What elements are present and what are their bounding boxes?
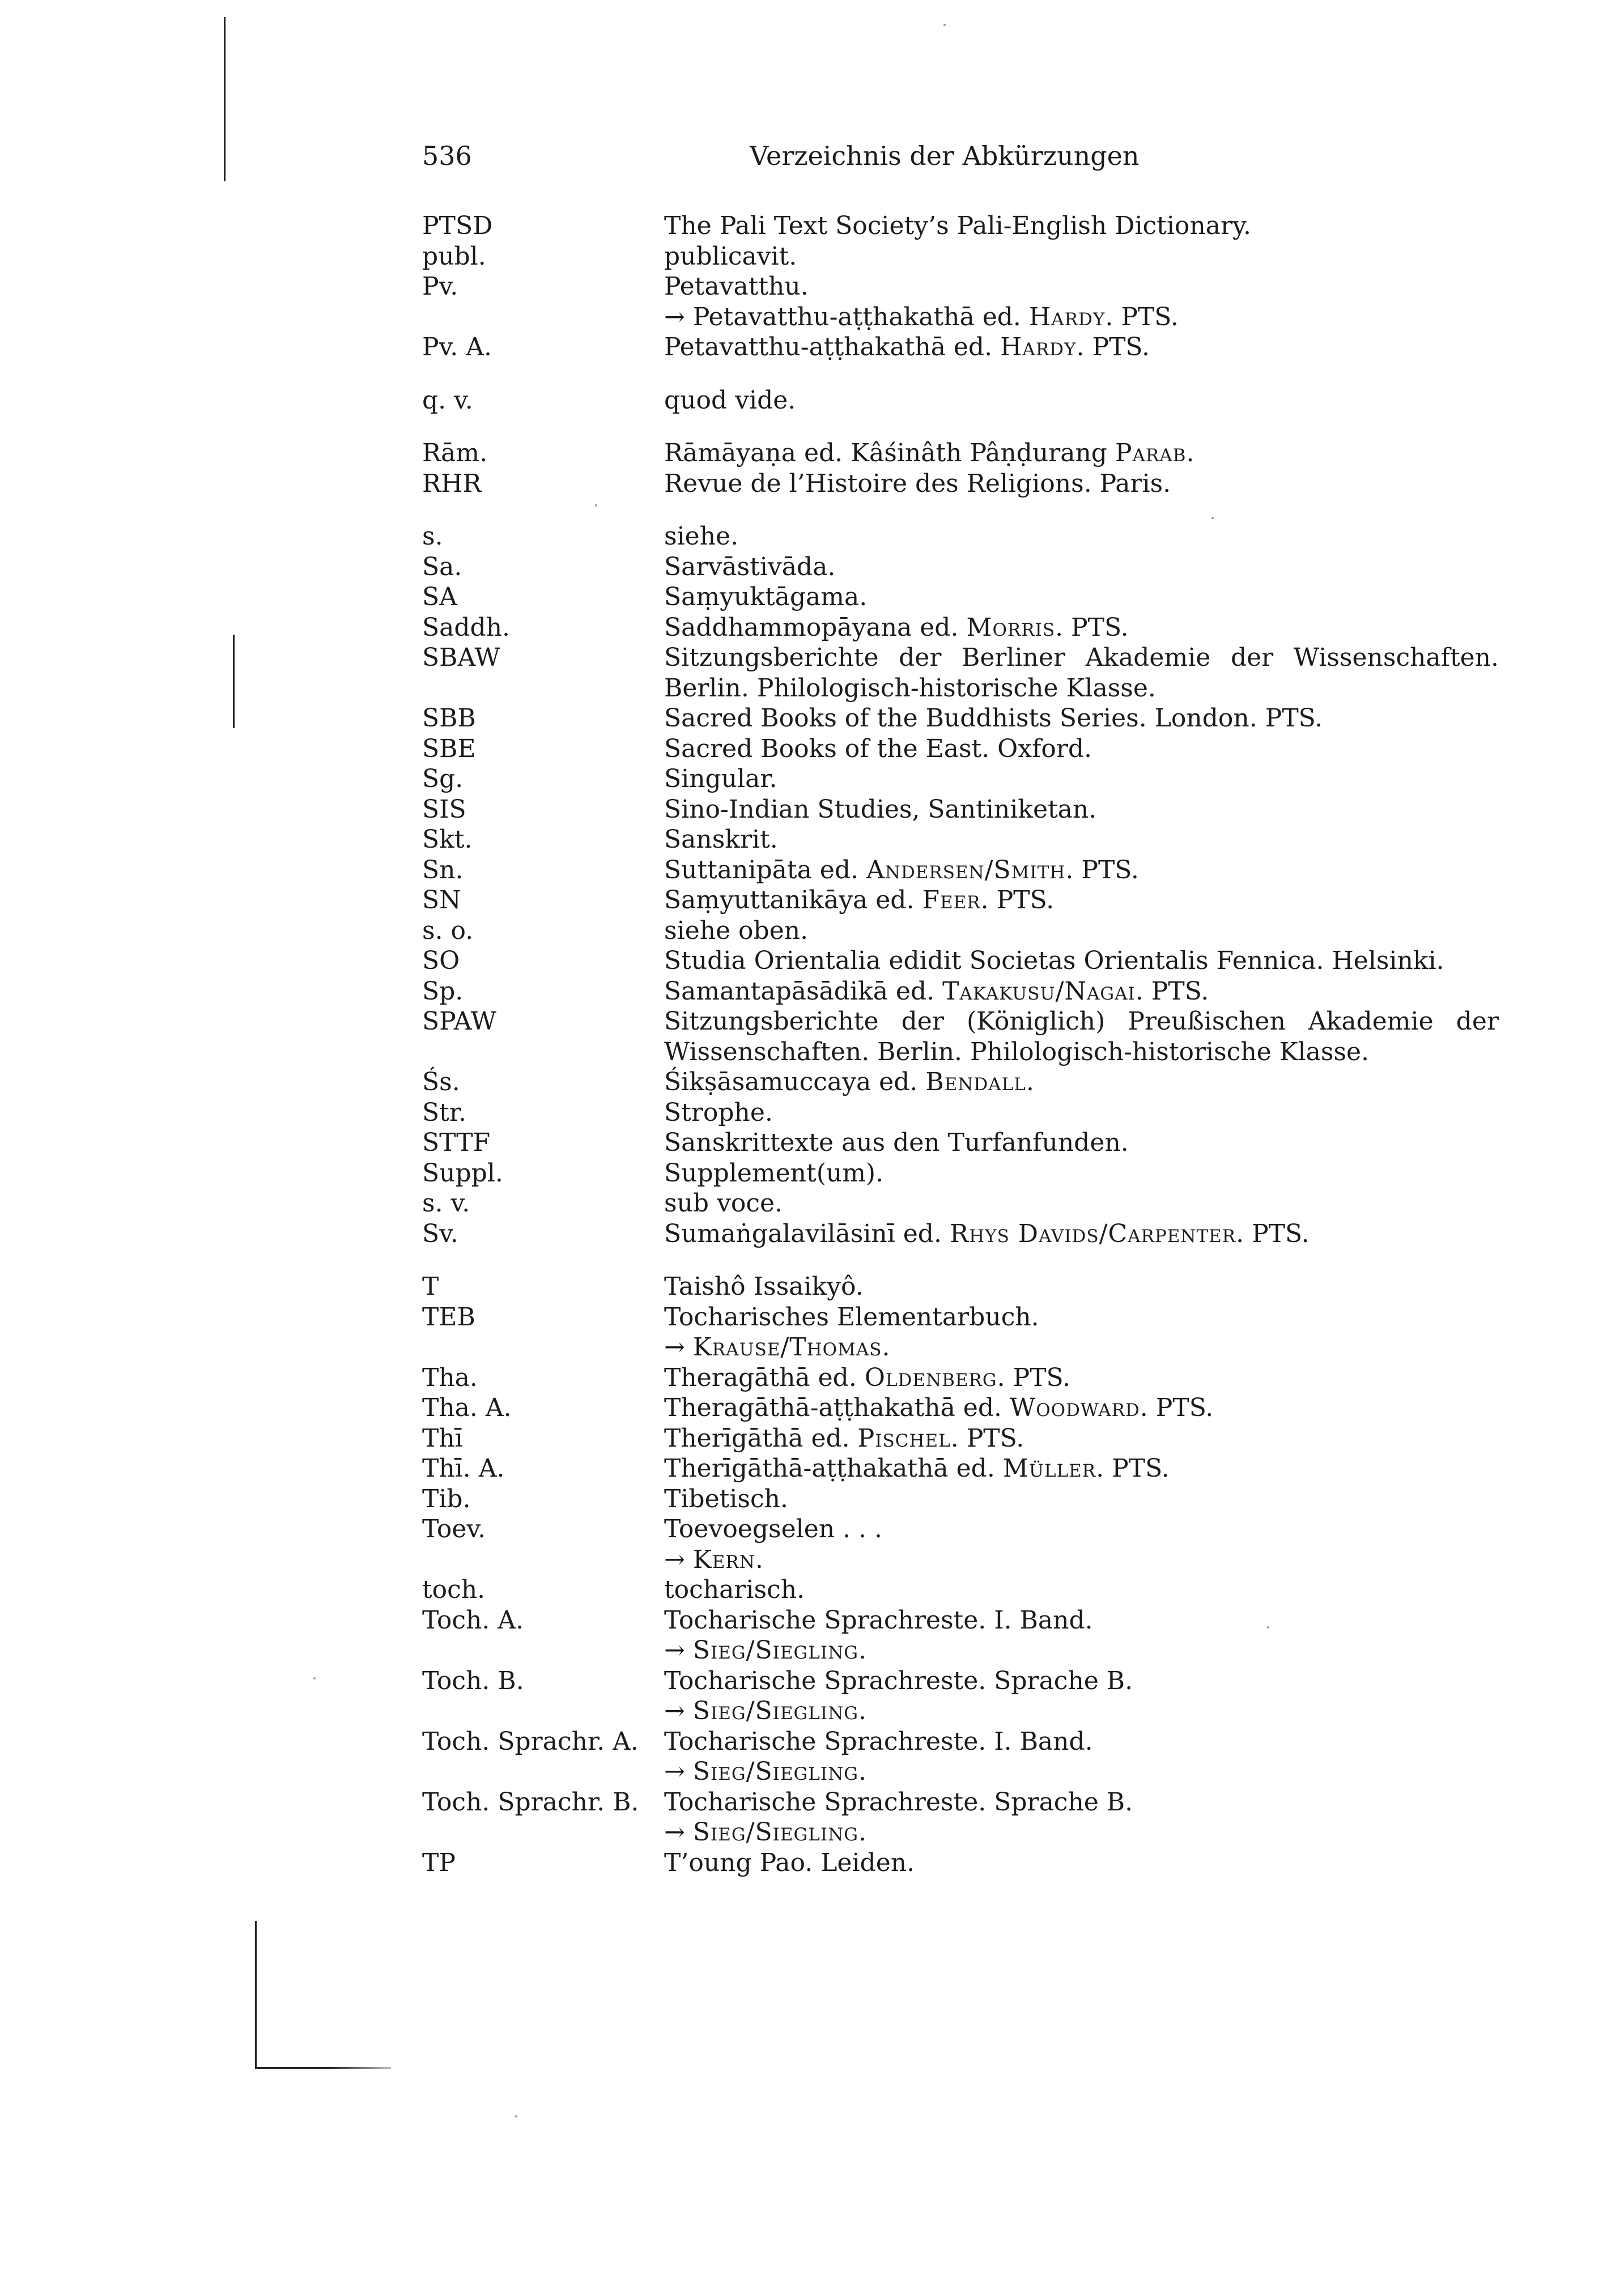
abbreviation-entry xyxy=(422,1158,1499,1189)
scan-speck xyxy=(943,24,946,26)
abbreviation-entry xyxy=(422,1423,1499,1454)
abbreviation-definition xyxy=(664,1067,1499,1098)
definition-line xyxy=(664,1188,1499,1219)
definition-line xyxy=(664,1393,1499,1423)
definition-line xyxy=(664,1545,1499,1575)
abbreviation-entry xyxy=(422,1188,1499,1219)
abbreviation-term: TEB xyxy=(422,1302,475,1332)
abbreviation-entry xyxy=(422,976,1499,1007)
author-name: Bendall xyxy=(925,1068,1026,1096)
definition-text: quod vide. xyxy=(664,385,796,415)
definition-text: publicavit. xyxy=(664,241,797,271)
abbreviation-definition xyxy=(664,438,1499,469)
abbreviation-entry xyxy=(422,916,1499,946)
definition-text: Sanskrit. xyxy=(664,825,778,854)
definition-text: → Petavatthu-aṭṭhakathā ed. xyxy=(664,302,1029,331)
definition-text: Supplement(um). xyxy=(664,1158,884,1188)
definition-text: siehe. xyxy=(664,522,739,551)
definition-text: Tocharische Sprachreste. I. Band. xyxy=(664,1727,1093,1756)
author-name: Takakusu/Nagai xyxy=(942,976,1136,1006)
author-name: Sieg/Siegling xyxy=(692,1636,858,1665)
abbreviation-term: T xyxy=(422,1272,439,1301)
definition-text: Sarvāstivāda. xyxy=(664,552,836,581)
abbreviation-definition xyxy=(664,211,1499,241)
definition-suffix: . xyxy=(755,1545,763,1574)
definition-text: The Pali Text Society’s Pali-English Dictionary. xyxy=(664,211,1252,240)
abbreviation-entry xyxy=(422,703,1499,734)
author-name: Kern xyxy=(692,1545,755,1574)
definition-line xyxy=(664,1219,1499,1249)
abbreviation-entry xyxy=(422,1575,1499,1605)
definition-line xyxy=(664,1363,1499,1393)
abbreviation-term: SA xyxy=(422,582,457,611)
abbreviation-entry xyxy=(422,1727,1499,1787)
definition-text: sub voce. xyxy=(664,1189,783,1218)
abbreviation-entry xyxy=(422,332,1499,363)
abbreviation-definition xyxy=(664,1219,1499,1249)
author-name: Andersen/Smith xyxy=(866,855,1066,885)
abbreviation-term: Sn. xyxy=(422,855,464,885)
definition-text: Sacred Books of the Buddhists Series. London. PTS. xyxy=(664,704,1323,733)
abbreviation-term: PTSD xyxy=(422,211,493,240)
abbreviation-definition xyxy=(664,271,1499,332)
abbreviation-definition xyxy=(664,469,1499,499)
definition-line xyxy=(664,1817,1499,1848)
abbreviation-entry xyxy=(422,582,1499,613)
definition-suffix: . PTS. xyxy=(997,1363,1071,1392)
abbreviation-definition xyxy=(664,1272,1499,1302)
definition-line xyxy=(664,734,1499,764)
definition-text: Therīgāthā-aṭṭhakathā ed. xyxy=(664,1454,1003,1483)
abbreviation-definition xyxy=(664,824,1499,855)
abbreviation-entry xyxy=(422,271,1499,332)
abbreviation-term: Pv. A. xyxy=(422,333,492,362)
definition-text: Toevoegselen . . . xyxy=(664,1515,882,1544)
definition-line xyxy=(664,794,1499,825)
abbreviation-term: Tib. xyxy=(422,1484,471,1513)
abbreviation-term: SPAW xyxy=(422,1007,496,1036)
definition-line xyxy=(664,976,1499,1007)
abbreviation-definition xyxy=(664,1787,1499,1848)
abbreviation-definition xyxy=(664,643,1499,703)
definition-line xyxy=(664,824,1499,855)
abbreviation-definition xyxy=(664,332,1499,363)
abbreviation-entry xyxy=(422,438,1499,469)
definition-suffix: . PTS. xyxy=(1076,333,1150,362)
definition-line xyxy=(664,1272,1499,1302)
definition-line xyxy=(664,855,1499,886)
definition-suffix: . PTS. xyxy=(1135,976,1209,1006)
abbreviation-entry xyxy=(422,1453,1499,1484)
page-number: 536 xyxy=(422,141,472,171)
definition-text: Tibetisch. xyxy=(664,1484,788,1513)
scan-speck xyxy=(313,1677,316,1680)
abbreviation-definition xyxy=(664,1423,1499,1454)
abbreviation-definition xyxy=(664,552,1499,582)
abbreviation-definition xyxy=(664,1158,1499,1189)
abbreviation-entry xyxy=(422,1363,1499,1393)
abbreviation-definition xyxy=(664,1575,1499,1605)
abbreviation-term: Str. xyxy=(422,1098,467,1127)
abbreviation-entry xyxy=(422,552,1499,582)
definition-line xyxy=(664,271,1499,302)
abbreviation-entry xyxy=(422,885,1499,916)
author-name: Rhys Davids/Carpenter xyxy=(949,1219,1236,1248)
abbreviation-definition xyxy=(664,521,1499,552)
definition-text: Suttanipāta ed. xyxy=(664,855,866,885)
abbreviation-entry xyxy=(422,643,1499,703)
abbreviation-entry xyxy=(422,794,1499,825)
abbreviation-definition xyxy=(664,1128,1499,1158)
abbreviation-definition xyxy=(664,855,1499,886)
definition-line xyxy=(664,1605,1499,1636)
abbreviation-term: Rām. xyxy=(422,439,488,467)
abbreviation-entry xyxy=(422,241,1499,272)
definition-text: Studia Orientalia edidit Societas Orientalis Fennica. Helsinki. xyxy=(664,946,1444,975)
definition-text: Taishô Issaikyô. xyxy=(664,1272,864,1301)
abbreviation-term: Saddh. xyxy=(422,613,511,642)
definition-text: Tocharische Sprachreste. Sprache B. xyxy=(664,1787,1133,1817)
author-name: Müller xyxy=(1002,1454,1096,1483)
definition-suffix: . xyxy=(858,1818,866,1847)
abbreviation-term: SN xyxy=(422,886,461,915)
definition-line xyxy=(664,332,1499,363)
author-name: Woodward xyxy=(1009,1393,1140,1422)
abbreviation-definition xyxy=(664,1514,1499,1575)
definition-text: T’oung Pao. Leiden. xyxy=(664,1848,915,1877)
definition-text: Theragāthā-aṭṭhakathā ed. xyxy=(664,1393,1010,1422)
definition-line xyxy=(664,521,1499,552)
definition-suffix: . PTS. xyxy=(950,1423,1024,1453)
abbreviation-term: Toch. A. xyxy=(422,1605,524,1635)
definition-suffix: . PTS. xyxy=(980,886,1055,915)
abbreviation-entry xyxy=(422,1128,1499,1158)
abbreviation-entry xyxy=(422,824,1499,855)
abbreviation-term: s. xyxy=(422,522,443,551)
definition-text: → xyxy=(664,1636,693,1665)
definition-line xyxy=(664,764,1499,794)
abbreviation-definition xyxy=(664,976,1499,1007)
author-name: Feer xyxy=(922,886,981,915)
author-name: Sieg/Siegling xyxy=(692,1757,858,1786)
definition-line xyxy=(664,1067,1499,1098)
definition-text: Strophe. xyxy=(664,1098,773,1127)
abbreviation-definition xyxy=(664,1605,1499,1666)
definition-text: tocharisch. xyxy=(664,1575,805,1604)
definition-text: Tocharisches Elementarbuch. xyxy=(664,1302,1039,1332)
abbreviation-definition xyxy=(664,1302,1499,1363)
abbreviation-term: Toch. Sprachr. B. xyxy=(422,1787,639,1817)
author-name: Sieg/Siegling xyxy=(692,1697,858,1725)
author-name: Hardy xyxy=(1028,302,1106,331)
author-name: Pischel xyxy=(857,1423,951,1453)
abbreviation-list xyxy=(422,211,1499,1878)
abbreviation-entry xyxy=(422,1219,1499,1249)
abbreviation-definition xyxy=(664,1453,1499,1484)
definition-text: Śikṣāsamuccaya ed. xyxy=(664,1068,926,1096)
definition-text: Saṃyuttanikāya ed. xyxy=(664,886,922,915)
abbreviation-definition xyxy=(664,1484,1499,1515)
definition-text: Singular. xyxy=(664,764,777,793)
definition-line xyxy=(664,552,1499,582)
abbreviation-term: Sg. xyxy=(422,764,464,793)
abbreviation-definition xyxy=(664,1848,1499,1878)
abbreviation-entry xyxy=(422,1787,1499,1848)
definition-text: Saṃyuktāgama. xyxy=(664,582,868,611)
definition-line xyxy=(664,582,1499,613)
abbreviation-definition xyxy=(664,1363,1499,1393)
definition-text: Theragāthā ed. xyxy=(664,1363,865,1392)
abbreviation-term: Sa. xyxy=(422,552,462,581)
abbreviation-term: TP xyxy=(422,1848,456,1877)
abbreviation-entry xyxy=(422,1098,1499,1128)
definition-text: Revue de l’Histoire des Religions. Paris. xyxy=(664,469,1171,498)
definition-line xyxy=(664,1727,1499,1757)
abbreviation-entry xyxy=(422,1302,1499,1363)
abbreviation-term: s. v. xyxy=(422,1189,470,1218)
definition-text: → xyxy=(664,1697,693,1725)
abbreviation-entry xyxy=(422,1393,1499,1423)
abbreviation-term: Sv. xyxy=(422,1219,458,1248)
abbreviation-entry xyxy=(422,764,1499,794)
abbreviation-entry xyxy=(422,1272,1499,1302)
abbreviation-definition xyxy=(664,1098,1499,1128)
abbreviation-definition xyxy=(664,734,1499,764)
definition-text: Saddhammopāyana ed. xyxy=(664,613,967,642)
abbreviation-term: Toev. xyxy=(422,1515,486,1544)
definition-text: → xyxy=(664,1333,693,1362)
author-name: Sieg/Siegling xyxy=(692,1818,858,1847)
definition-line xyxy=(664,703,1499,734)
scan-edge-line-middle xyxy=(233,635,235,728)
abbreviation-definition xyxy=(664,241,1499,272)
definition-line xyxy=(664,613,1499,643)
abbreviation-entry xyxy=(422,211,1499,241)
abbreviation-entry xyxy=(422,1067,1499,1098)
definition-line xyxy=(664,469,1499,499)
definition-suffix: . xyxy=(1026,1068,1034,1096)
definition-line xyxy=(664,1423,1499,1454)
definition-line xyxy=(664,916,1499,946)
abbreviation-entry xyxy=(422,946,1499,976)
abbreviation-term: RHR xyxy=(422,469,482,498)
abbreviation-term: SBAW xyxy=(422,643,500,672)
definition-text: Petavatthu-aṭṭhakathā ed. xyxy=(664,333,1001,362)
scan-edge-line-bottom xyxy=(255,1921,257,2068)
definition-text: Sumaṅgalavilāsinī ed. xyxy=(664,1219,950,1248)
abbreviation-term: SIS xyxy=(422,794,466,824)
definition-text: Therīgāthā ed. xyxy=(664,1423,858,1453)
abbreviation-definition xyxy=(664,1006,1499,1067)
definition-text: Sitzungsberichte der (Königlich) Preußischen Akademie der Wissenschaften. Berlin. Philologisch-historische Klasse. xyxy=(664,1007,1499,1066)
abbreviation-term: Tha. A. xyxy=(422,1393,512,1422)
abbreviation-term: q. v. xyxy=(422,385,473,415)
definition-line xyxy=(664,1575,1499,1605)
definition-line xyxy=(664,1787,1499,1818)
definition-line xyxy=(664,1666,1499,1697)
definition-text: Tocharische Sprachreste. Sprache B. xyxy=(664,1666,1133,1695)
definition-line xyxy=(664,1128,1499,1158)
abbreviation-term: SBB xyxy=(422,704,476,733)
abbreviation-term: STTF xyxy=(422,1128,491,1157)
definition-suffix: . PTS. xyxy=(1065,855,1139,885)
abbreviation-entry xyxy=(422,469,1499,499)
abbreviation-term: publ. xyxy=(422,241,486,271)
abbreviation-definition xyxy=(664,385,1499,416)
abbreviation-entry xyxy=(422,613,1499,643)
author-name: Parab xyxy=(1115,439,1187,467)
definition-suffix: . xyxy=(882,1333,890,1362)
definition-text: Sitzungsberichte der Berliner Akademie der Wissenschaften. Berlin. Philologisch-historische Klasse. xyxy=(664,643,1499,703)
scan-corner-line xyxy=(255,2067,391,2069)
definition-suffix: . xyxy=(858,1757,866,1786)
abbreviation-entry xyxy=(422,734,1499,764)
abbreviation-entry xyxy=(422,1666,1499,1727)
abbreviation-term: toch. xyxy=(422,1575,486,1604)
author-name: Krause/Thomas xyxy=(692,1333,882,1362)
definition-suffix: . PTS. xyxy=(1140,1393,1214,1422)
abbreviation-term: Skt. xyxy=(422,825,473,854)
definition-line xyxy=(664,241,1499,272)
definition-text: → xyxy=(664,1757,693,1786)
definition-text: → xyxy=(664,1818,693,1847)
definition-text: siehe oben. xyxy=(664,916,809,945)
abbreviation-definition xyxy=(664,1666,1499,1727)
abbreviation-entry xyxy=(422,1484,1499,1515)
abbreviation-term: Toch. Sprachr. A. xyxy=(422,1727,639,1756)
abbreviation-entry xyxy=(422,1514,1499,1575)
definition-line xyxy=(664,1696,1499,1727)
abbreviation-term: SO xyxy=(422,946,460,975)
abbreviation-term: s. o. xyxy=(422,916,474,945)
abbreviation-definition xyxy=(664,916,1499,946)
definition-line xyxy=(664,1302,1499,1333)
definition-suffix: . xyxy=(858,1697,866,1725)
definition-line xyxy=(664,946,1499,976)
definition-text: Tocharische Sprachreste. I. Band. xyxy=(664,1605,1093,1635)
definition-line xyxy=(664,885,1499,916)
definition-suffix: . PTS. xyxy=(1055,613,1129,642)
definition-line xyxy=(664,385,1499,416)
definition-suffix: . xyxy=(858,1636,866,1665)
abbreviation-entry xyxy=(422,1848,1499,1878)
definition-line xyxy=(664,1484,1499,1515)
abbreviation-entry xyxy=(422,855,1499,886)
abbreviation-definition xyxy=(664,885,1499,916)
abbreviation-term: Suppl. xyxy=(422,1158,503,1188)
definition-suffix: . PTS. xyxy=(1096,1454,1170,1483)
abbreviation-term: Thī. A. xyxy=(422,1454,505,1483)
abbreviation-entry xyxy=(422,385,1499,416)
abbreviation-definition xyxy=(664,703,1499,734)
definition-line xyxy=(664,1635,1499,1666)
abbreviation-entry xyxy=(422,1006,1499,1067)
definition-text: Samantapāsādikā ed. xyxy=(664,976,943,1006)
abbreviation-term: Pv. xyxy=(422,272,458,301)
definition-line xyxy=(664,1098,1499,1128)
definition-line xyxy=(664,1757,1499,1787)
abbreviation-entry xyxy=(422,521,1499,552)
abbreviation-term: Śs. xyxy=(422,1068,460,1096)
definition-line xyxy=(664,1006,1499,1067)
definition-line xyxy=(664,211,1499,241)
abbreviation-term: Thī xyxy=(422,1423,463,1453)
scan-edge-line-top xyxy=(224,17,226,181)
abbreviation-term: Sp. xyxy=(422,976,464,1006)
abbreviation-term: SBE xyxy=(422,734,476,763)
definition-suffix: . PTS. xyxy=(1105,302,1179,331)
definition-text: Sino-Indian Studies, Santiniketan. xyxy=(664,794,1097,824)
abbreviation-entry xyxy=(422,1605,1499,1666)
running-title: Verzeichnis der Abkürzungen xyxy=(750,141,1140,171)
definition-line xyxy=(664,1514,1499,1545)
definition-line xyxy=(664,1453,1499,1484)
abbreviation-definition xyxy=(664,794,1499,825)
definition-suffix: . xyxy=(1186,439,1194,467)
abbreviation-term: Toch. B. xyxy=(422,1666,524,1695)
abbreviation-definition xyxy=(664,764,1499,794)
abbreviation-definition xyxy=(664,1727,1499,1787)
definition-text: Petavatthu. xyxy=(664,272,809,301)
definition-line xyxy=(664,643,1499,703)
definition-line xyxy=(664,1848,1499,1878)
abbreviation-definition xyxy=(664,946,1499,976)
definition-line xyxy=(664,1332,1499,1363)
definition-text: Sanskrittexte aus den Turfanfunden. xyxy=(664,1128,1129,1157)
definition-text: Rāmāyaṇa ed. Kâśinâth Pâṇḍurang xyxy=(664,439,1115,467)
abbreviation-definition xyxy=(664,1188,1499,1219)
definition-suffix: . PTS. xyxy=(1236,1219,1310,1248)
author-name: Hardy xyxy=(1000,333,1077,362)
definition-line xyxy=(664,438,1499,469)
definition-text: → xyxy=(664,1545,693,1574)
page-header xyxy=(422,141,1499,180)
author-name: Oldenberg xyxy=(864,1363,997,1392)
abbreviation-definition xyxy=(664,1393,1499,1423)
abbreviation-definition xyxy=(664,613,1499,643)
abbreviation-term: Tha. xyxy=(422,1363,478,1392)
definition-text: Sacred Books of the East. Oxford. xyxy=(664,734,1092,763)
author-name: Morris xyxy=(966,613,1056,642)
definition-line xyxy=(664,302,1499,333)
scan-speck xyxy=(515,2115,517,2118)
definition-line xyxy=(664,1158,1499,1189)
abbreviation-definition xyxy=(664,582,1499,613)
